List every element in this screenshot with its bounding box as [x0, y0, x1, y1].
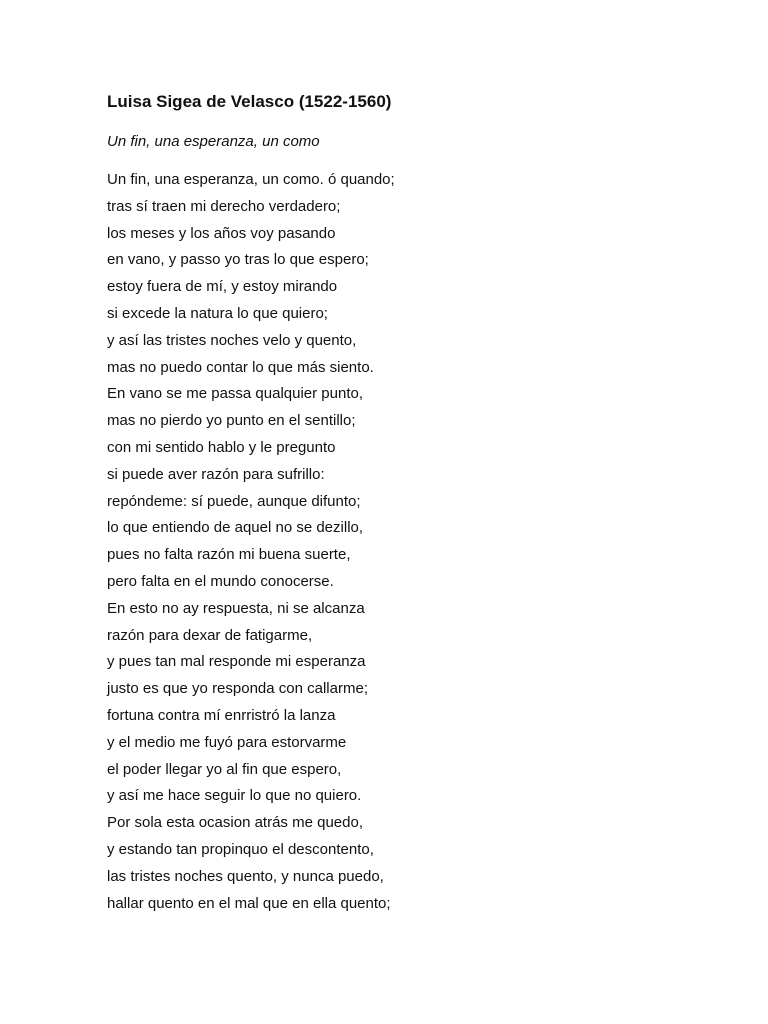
poem-line: razón para dexar de fatigarme, [107, 626, 313, 644]
poem-line: mas no pierdo yo punto en el sentillo; [107, 412, 356, 430]
poem-line: y así las tristes noches velo y quento, [107, 331, 357, 349]
poem-line: estoy fuera de mí, y estoy mirando [107, 278, 338, 296]
poem-line: En vano se me passa qualquier punto, [107, 385, 364, 403]
poem-line: pero falta en el mundo conocerse. [107, 572, 334, 590]
page-title: Luisa Sigea de Velasco (1522-1560) [107, 92, 392, 111]
poem-line: tras sí traen mi derecho verdadero; [107, 197, 341, 215]
poem-line: y el medio me fuyó para estorvarme [107, 733, 347, 751]
poem-line: fortuna contra mí enrristró la lanza [107, 706, 336, 724]
poem-line: si excede la natura lo que quiero; [107, 304, 328, 322]
poem-line: y así me hace seguir lo que no quiero. [107, 787, 362, 805]
poem-line: justo es que yo responda con callarme; [107, 680, 368, 698]
poem-line: lo que entiendo de aquel no se dezillo, [107, 519, 364, 537]
poem-line: En esto no ay respuesta, ni se alcanza [107, 599, 365, 617]
poem-line: Por sola esta ocasion atrás me quedo, [107, 814, 363, 832]
poem-line: el poder llegar yo al fin que espero, [107, 760, 342, 778]
poem-line: hallar quento en el mal que en ella quento; [107, 894, 391, 912]
poem-subtitle: Un fin, una esperanza, un como [107, 133, 320, 150]
poem-body [107, 167, 395, 917]
poem-line: pues no falta razón mi buena suerte, [107, 546, 351, 564]
poem-line: los meses y los años voy pasando [107, 224, 336, 242]
poem-line: con mi sentido hablo y le pregunto [107, 438, 336, 456]
poem-line: repóndeme: sí puede, aunque difunto; [107, 492, 361, 510]
poem-line: las tristes noches quento, y nunca puedo, [107, 867, 384, 885]
poem-line: mas no puedo contar lo que más siento. [107, 358, 374, 376]
poem-line: y estando tan propinquo el descontento, [107, 840, 374, 858]
poem-line: y pues tan mal responde mi esperanza [107, 653, 366, 671]
poem-line: en vano, y passo yo tras lo que espero; [107, 251, 369, 269]
poem-line: si puede aver razón para sufrillo: [107, 465, 325, 483]
poem-line: Un fin, una esperanza, un como. ó quando; [107, 171, 395, 188]
